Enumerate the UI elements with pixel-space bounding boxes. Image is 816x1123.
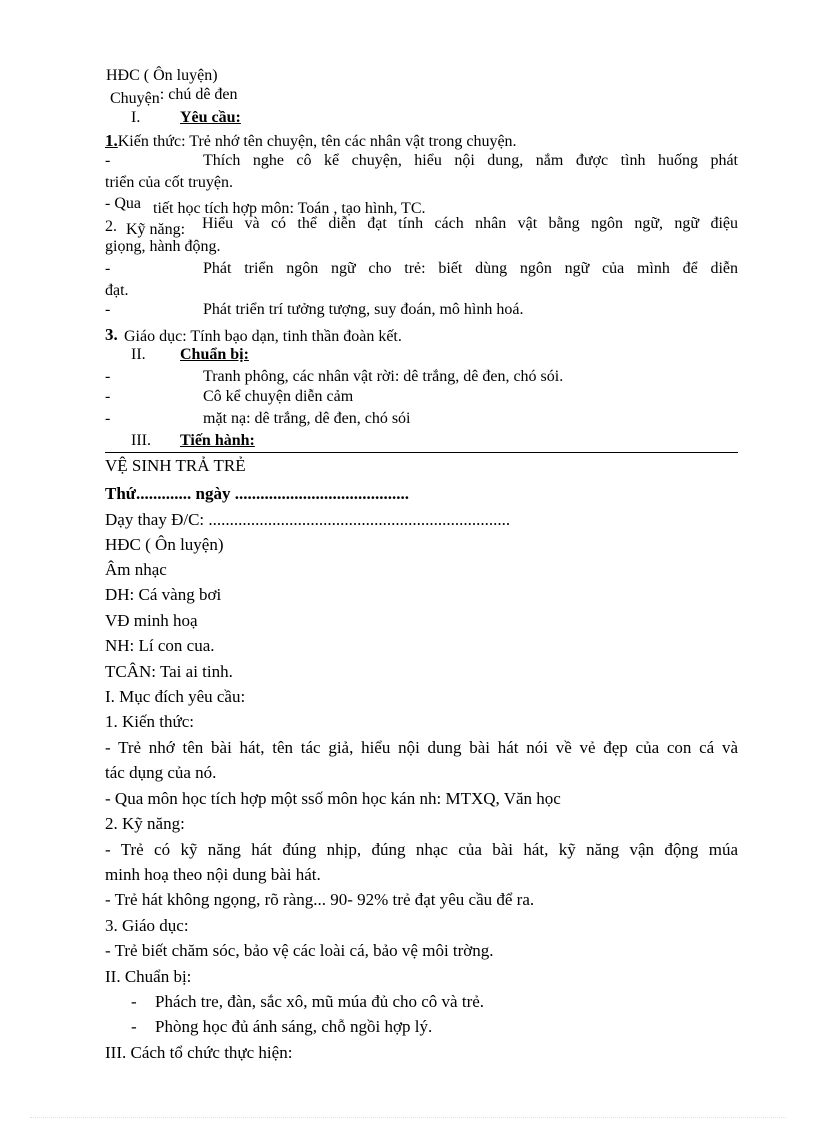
- line-giong-hanh-dong: giọng, hành động.: [105, 238, 221, 255]
- vd-line: VĐ minh hoạ: [105, 611, 198, 630]
- dash-3: -: [105, 301, 111, 318]
- day-thay-line: Dạy thay Đ/C: .......................................................................: [105, 510, 511, 529]
- dash-6: -: [105, 410, 111, 427]
- dash-4: -: [105, 368, 111, 385]
- hieu-dien-dat-text: Hiểu và có thể diễn đạt tính cách nhân vật bằng ngôn ngữ, ngữ điệu: [202, 215, 738, 232]
- thu-ngay-line: Thứ............. ngày .........................................: [105, 484, 409, 503]
- hdc-heading: HĐC ( Ôn luyện): [106, 67, 218, 84]
- chuan-bi-item-2: Phòng học đủ ánh sáng, chỗ ngồi hợp lý.: [155, 1017, 433, 1036]
- chuyen-label-text: Chuyện: [110, 90, 160, 107]
- heading-3-title: Tiến hành:: [180, 432, 255, 449]
- ky-nang-line-2: minh hoạ theo nội dung bài hát.: [105, 865, 321, 884]
- muc-dich-heading: I. Mục đích yêu cầu:: [105, 687, 246, 706]
- kien-thuc-line-1: - Trẻ nhớ tên bài hát, tên tác giả, hiểu nội dung bài hát nói về vẻ đẹp của con cá và: [105, 738, 738, 757]
- ky-nang-line-3: - Trẻ hát không ngọng, rõ ràng... 90- 92% trẻ đạt yêu cầu để ra.: [105, 890, 535, 909]
- am-nhac: Âm nhạc: [105, 560, 167, 579]
- heading-2-title: Chuẩn bị:: [180, 346, 249, 363]
- prep-item-tranh: Tranh phông, các nhân vật rời: dê trắng, dê đen, chó sói.: [203, 368, 564, 385]
- line-trien-cot-truyen: triển của cốt truyện.: [105, 174, 233, 191]
- tich-hop-text: tiết học tích hợp môn: Toán , tạo hình, TC.: [153, 200, 426, 217]
- ky-nang-label: Kỹ năng:: [126, 221, 186, 238]
- kien-thuc-line-3: - Qua môn học tích hợp một ssố môn học kán nh: MTXQ, Văn học: [105, 789, 561, 808]
- line-kien-thuc: [105, 131, 517, 152]
- chuan-bi-item-1: Phách tre, đàn, sắc xô, mũ múa đủ cho cô và trẻ.: [155, 992, 485, 1011]
- kien-thuc-line-2: tác dụng của nó.: [105, 763, 217, 782]
- horizontal-rule: [105, 452, 738, 453]
- prep-item-mat-na: mặt nạ: dê trắng, dê đen, chó sói: [203, 410, 411, 427]
- dash-2: -: [105, 260, 111, 277]
- phat-trien-ngon-ngu-text: Phát triển ngôn ngữ cho trẻ: biết dùng ngôn ngữ của mình để diễn: [203, 260, 738, 277]
- ky-nang-number: 2.: [105, 218, 117, 235]
- giao-duc-number: [105, 325, 118, 346]
- heading-2-number: II.: [131, 346, 146, 363]
- dash-5: -: [105, 388, 111, 405]
- page-bottom-edge: [30, 1117, 786, 1118]
- giao-duc-text: Giáo dục: Tính bạo dạn, tinh thần đoàn kết.: [124, 328, 402, 345]
- chuan-bi-dash-2: -: [131, 1017, 137, 1036]
- giao-duc-heading: 3. Giáo dục:: [105, 916, 189, 935]
- kien-thuc-line-1-wrap: [105, 737, 738, 759]
- nh-line: NH: Lí con cua.: [105, 636, 215, 655]
- line-thich-nghe: [203, 151, 738, 171]
- hdc-on-luyen: HĐC ( Ôn luyện): [105, 535, 224, 554]
- qua-label: - Qua: [105, 195, 141, 212]
- ve-sinh-tra-tre: VỆ SINH TRẢ TRẺ: [105, 456, 246, 475]
- dash-1: -: [105, 152, 111, 169]
- prep-item-co-ke: Cô kể chuyện diễn cảm: [203, 388, 354, 405]
- giao-duc-line-1: - Trẻ biết chăm sóc, bảo vệ các loài cá, bảo vệ môi trờng.: [105, 941, 494, 960]
- chuan-bi-heading: II. Chuẩn bị:: [105, 967, 192, 986]
- ky-nang-line-1: - Trẻ có kỹ năng hát đúng nhịp, đúng nhạc của bài hát, kỹ năng vận động múa: [105, 840, 738, 859]
- heading-1-number: I.: [131, 109, 141, 126]
- chuyen-value: : chú dê đen: [159, 86, 238, 103]
- heading-1-title: Yêu cầu:: [180, 109, 241, 126]
- chuyen-label: [110, 86, 238, 109]
- chuan-bi-dash-1: -: [131, 992, 137, 1011]
- kien-thuc-text: Kiến thức: Trẻ nhớ tên chuyện, tên các nhân vật trong chuyện.: [117, 133, 517, 150]
- line-dat: đạt.: [105, 282, 129, 299]
- ky-nang-line-1-wrap: [105, 839, 738, 861]
- heading-3-number: III.: [131, 432, 151, 449]
- line-hieu-dien-dat: [202, 214, 738, 234]
- line-tri-tuong-tuong: Phát triển trí tưởng tượng, suy đoán, mô hình hoá.: [203, 301, 524, 318]
- dh-line: DH: Cá vàng bơi: [105, 585, 222, 604]
- kien-thuc-number: 1.: [105, 131, 118, 150]
- kien-thuc-heading: 1. Kiến thức:: [105, 712, 195, 731]
- cach-to-chuc-heading: III. Cách tổ chức thực hiện:: [105, 1043, 293, 1062]
- ky-nang-heading: 2. Kỹ năng:: [105, 814, 185, 833]
- line-phat-trien-ngon-ngu: [203, 259, 738, 279]
- giao-duc-num: 3.: [105, 325, 118, 344]
- tcan-line: TCÂN: Tai ai tinh.: [105, 662, 233, 681]
- thich-nghe-text: Thích nghe cô kể chuyện, hiểu nội dung, nắm được tình huống phát: [203, 152, 738, 169]
